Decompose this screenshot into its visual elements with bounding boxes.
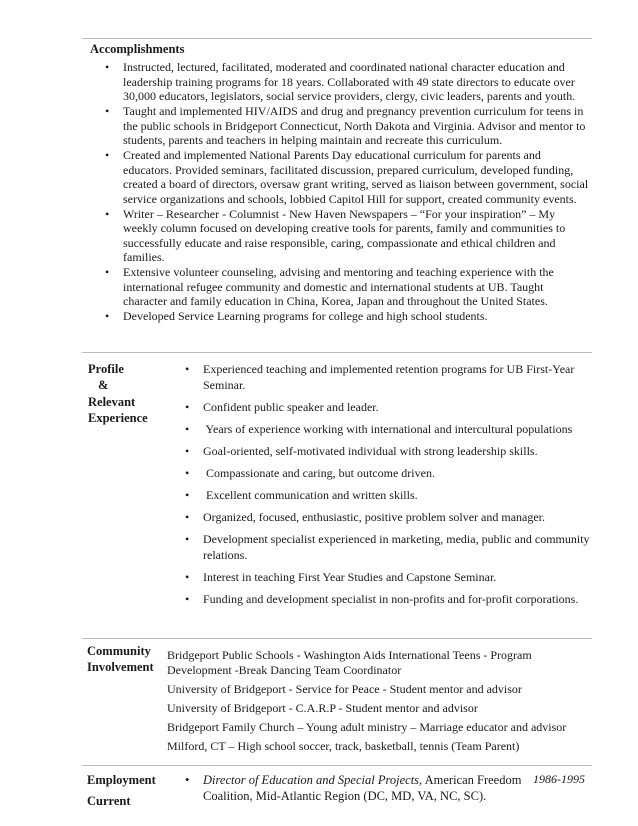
list-item: Bridgeport Public Schools - Washington Aids International Teens - Program Development -Break Dancing Team Coordinator [167,648,532,677]
profile-label [88,361,124,393]
community-label [87,643,154,675]
list-item: Milford, CT – High school soccer, track, basketball, tennis (Team Parent) [167,739,520,753]
profile-rule [82,352,592,353]
list-item: University of Bridgeport - C.A.R.P - Student mentor and advisor [167,701,478,715]
list-item: • Goal-oriented, self-motivated individual with strong leadership skills. [182,443,592,459]
list-item: • Taught and implemented HIV/AIDS and drug and pregnancy prevention curriculum for teens in the public schools in Bridgeport Connecticut, North Dakota and Virginia. Advisor and mentor to students, parents and teachers in helping maintain and recreate this curriculum. [102,104,590,148]
employment-dates: 1986-1995 [533,772,585,786]
employment-rule [82,765,592,766]
involvement-label-line: Involvement [87,660,154,674]
community-label-line: Community [87,644,151,658]
relevant-label-line: Relevant [88,395,136,409]
list-item: • Organized, focused, enthusiastic, positive problem solver and manager. [182,509,592,525]
list-item: Bridgeport Family Church – Young adult ministry – Marriage educator and advisor [167,720,567,734]
list-item: • Created and implemented National Parents Day educational curriculum for parents and educators. Provided seminars, facilitated discussion, prepared curriculum, developed funding, created a board of directors, oversaw grant writing, served as liaison between government, social service organizations and schools, lobbied Capitol Hill for support, created community events. [102,148,590,206]
list-item: • Excellent communication and written skills. [182,487,592,503]
profile-label-line: Profile [88,362,124,376]
list-item: • Compassionate and caring, but outcome driven. [182,465,592,481]
relevant-experience-label [88,394,148,426]
profile-label-amp: & [98,378,109,392]
list-item: • Experienced teaching and implemented retention programs for UB First-Year Seminar. [182,361,592,393]
list-item: • Instructed, lectured, facilitated, moderated and coordinated national character education and leadership training programs for 18 years. Collaborated with 49 state directors to educate over 30,000 educators, legislators, social service providers, clergy, civic leaders, parents and youth. [102,60,590,104]
community-rule [82,638,592,639]
list-item: • Interest in teaching First Year Studies and Capstone Seminar. [182,569,592,585]
community-list [167,648,587,758]
list-item: • Confident public speaker and leader. [182,399,592,415]
accomplishments-list [102,60,590,324]
top-rule [82,38,592,39]
employment-title: Director of Education and Special Projects, [203,773,423,787]
employment-item [182,772,543,804]
list-item: • Extensive volunteer counseling, advising and mentoring and teaching experience with the international refugee community and domestic and international students at UB. Taught character and family education in China, Korea, Japan and throughout the United States. [102,265,590,309]
list-item: • Developed Service Learning programs for college and high school students. [102,309,590,324]
list-item: • Years of experience working with international and intercultural populations [182,421,592,437]
list-item: • Writer – Researcher - Columnist - New Haven Newspapers – “For your inspiration” – My weekly column focused on developing creative tools for parents, family and communities to successfully educate and raise responsible, caring, compassionate and ethical children and families. [102,207,590,265]
employment-label: Employment [87,773,156,787]
list-item: University of Bridgeport - Service for Peace - Student mentor and advisor [167,682,522,696]
list-item: • Funding and development specialist in non-profits and for-profit corporations. [182,591,592,607]
list-item: • Development specialist experienced in marketing, media, public and community relations. [182,531,592,563]
employment-org: American Freedom Coalition, Mid-Atlantic Region (DC, MD, VA, NC, SC). [203,773,522,803]
profile-list [182,361,592,613]
current-label: Current [87,794,131,808]
experience-label-line: Experience [88,411,148,425]
accomplishments-heading: Accomplishments [90,42,185,56]
